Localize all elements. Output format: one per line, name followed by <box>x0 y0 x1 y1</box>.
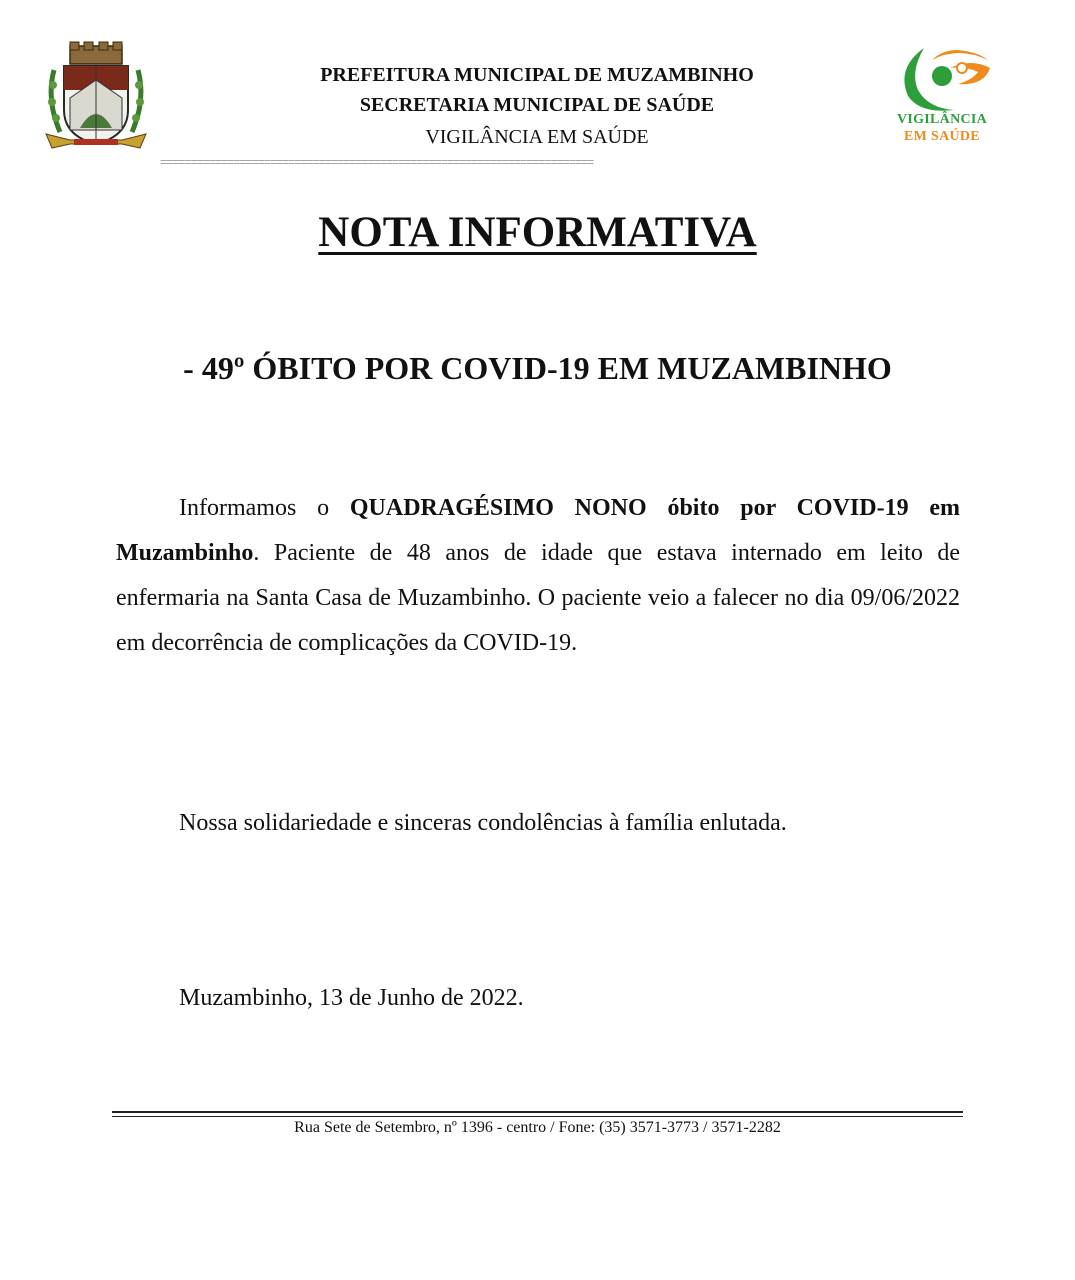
coat-of-arms-logo <box>40 40 152 156</box>
header-separator: ======================================================================= <box>160 156 594 170</box>
document-title: NOTA INFORMATIVA <box>318 209 757 256</box>
footer-rule <box>112 1111 963 1113</box>
header-prefeitura: PREFEITURA MUNICIPAL DE MUZAMBINHO <box>320 64 754 86</box>
document-subtitle: - 49º ÓBITO POR COVID-19 EM MUZAMBINHO <box>183 350 892 386</box>
vigilancia-logo-text1: VIGILÂNCIA <box>896 112 988 127</box>
vigilancia-eye-icon <box>888 38 996 116</box>
footer-rule-thin <box>112 1116 963 1117</box>
vigilancia-logo <box>888 38 996 150</box>
header-secretaria: SECRETARIA MUNICIPAL DE SAÚDE <box>359 94 715 116</box>
vigilancia-logo-text2: EM SAÚDE <box>904 129 980 144</box>
body-paragraph: Informamos o QUADRAGÉSIMO NONO óbito por COVID-19 em Muzambinho. Paciente de 48 anos de idade que estava internado em leito de enfermaria na Santa Casa de Muzambinho. O paciente veio a falecer no dia 09/06/2022 em decorrência de complicações da COVID-19. <box>116 495 960 656</box>
footer-address: Rua Sete de Setembro, nº 1396 - centro / Fone: (35) 3571-3773 / 3571-2282 <box>294 1119 781 1136</box>
date-line: Muzambinho, 13 de Junho de 2022. <box>179 985 524 1011</box>
header-vigilancia: VIGILÂNCIA EM SAÚDE <box>425 126 649 148</box>
condolences-text: Nossa solidariedade e sinceras condolências à família enlutada. <box>179 810 787 836</box>
